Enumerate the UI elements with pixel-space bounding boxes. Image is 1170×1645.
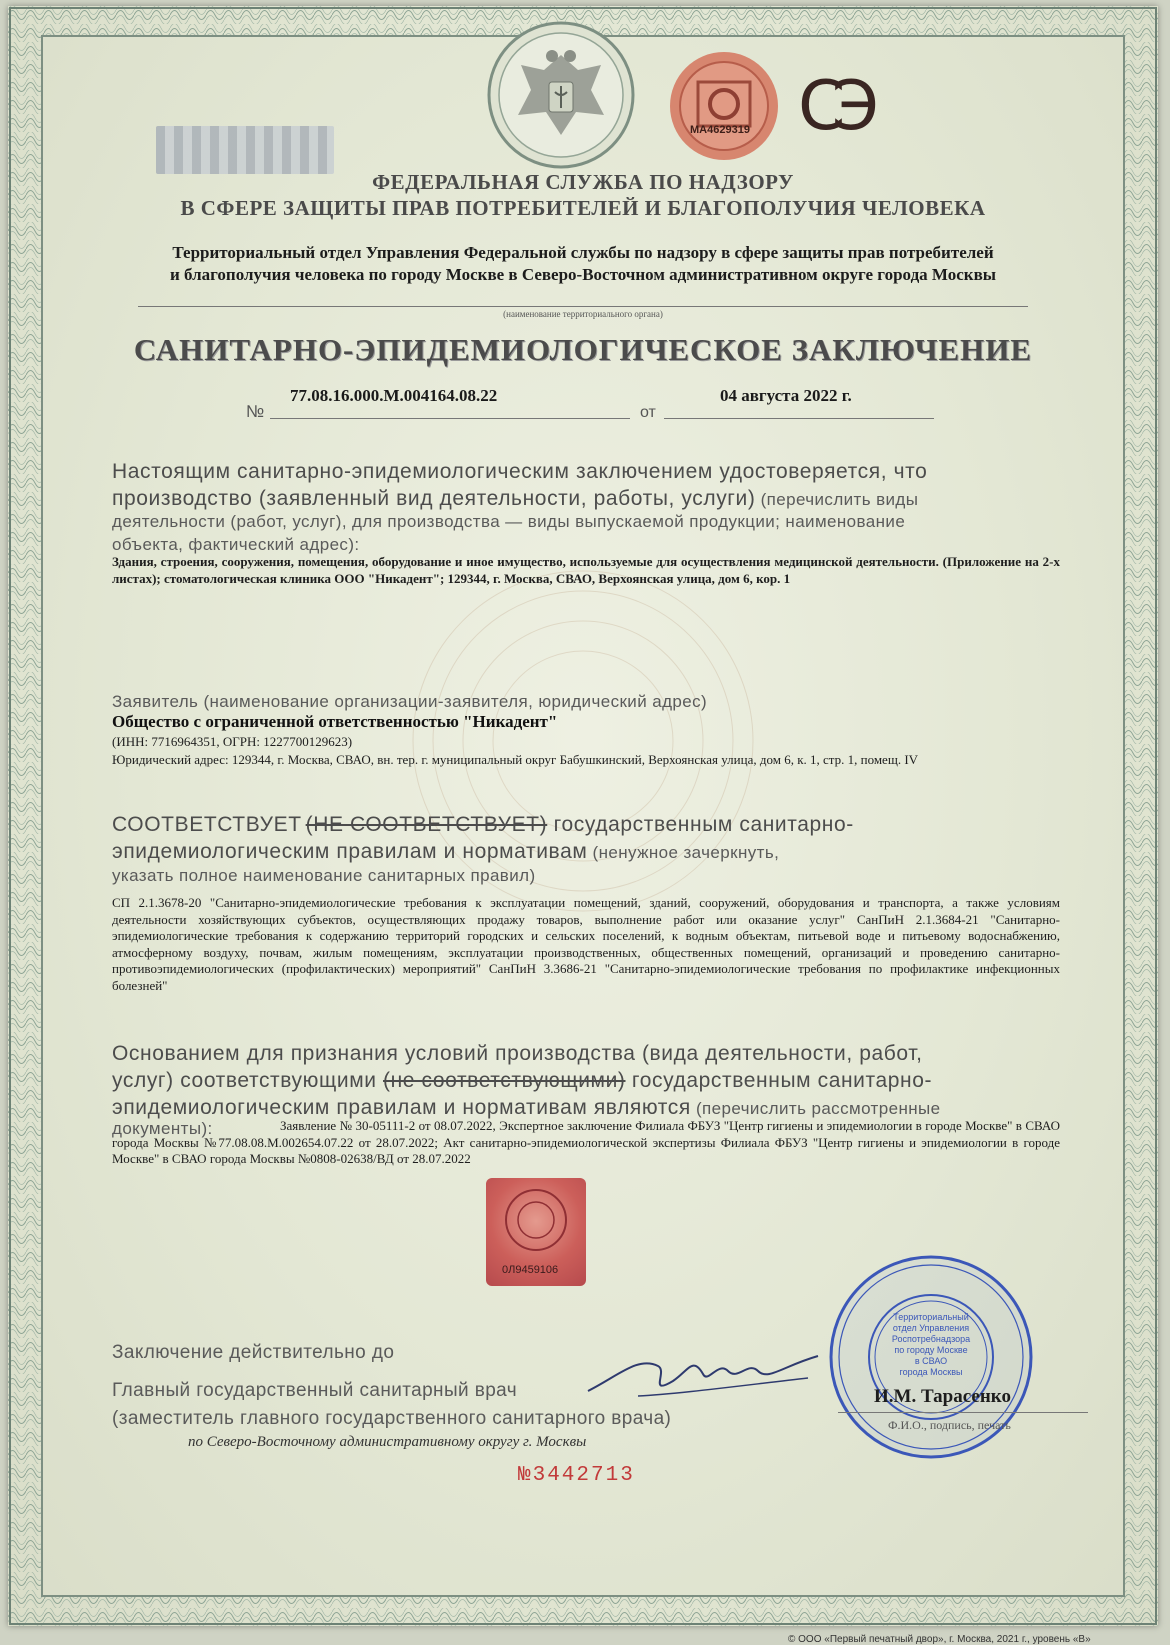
signer-role-line1: Главный государственный санитарный врач — [112, 1380, 518, 1401]
activity-intro-line4: объекта, фактический адрес): — [112, 535, 360, 554]
form-serial-number: №3442713 — [518, 1464, 635, 1487]
conformity-line3: указать полное наименование санитарных правил) — [112, 866, 536, 885]
document-title: САНИТАРНО-ЭПИДЕМИОЛОГИЧЕСКОЕ ЗАКЛЮЧЕНИЕ — [133, 332, 1033, 367]
conformity-line1 — [112, 811, 1102, 838]
stamp-center-line6: города Москвы — [899, 1367, 963, 1377]
agency-name-line2: В СФЕРЕ ЗАЩИТЫ ПРАВ ПОТРЕБИТЕЛЕЙ И БЛАГОПОЛУЧИЯ ЧЕЛОВЕКА — [180, 196, 986, 220]
activity-description: Здания, строения, сооружения, помещения, оборудование и иное имущество, используемые для осуществления медицинской деятельности. (Приложение на 2-х листах); стоматологическая клиника ООО "Никадент"; 129344, г. Москва, СВАО, Верхоянская улица, дом 6, кор. 1 — [112, 554, 1060, 586]
hologram-sticker-bottom — [486, 1178, 586, 1286]
territorial-body-line1: Территориальный отдел Управления Федеральной службы по надзору в сфере защиты прав потребителей — [172, 243, 994, 262]
stamp-center-line5: в СВАО — [914, 1356, 948, 1366]
applicant-address: Юридический адрес: 129344, г. Москва, СВАО, вн. тер. г. муниципальный округ Бабушкинский, Верхоянская улица, дом 6, к. 1, стр. 1, помещ. IV — [112, 752, 919, 767]
double-eagle-emblem-icon — [486, 20, 636, 170]
certificate-number: 77.08.16.000.М.004164.08.22 — [290, 386, 498, 405]
hologram-number-bottom: 0Л9459106 — [502, 1264, 559, 1276]
certificate-sheet — [8, 6, 1158, 1645]
activity-intro-line3: деятельности (работ, услуг), для производства — виды выпускаемой продукции; наименование — [112, 512, 906, 531]
conformity-line2 — [112, 838, 1102, 865]
signer-caption: Ф.И.О., подпись, печать — [888, 1418, 1011, 1432]
territorial-underline — [138, 306, 1028, 307]
conformity-line2-main: эпидемиологическим правилам и нормативам — [112, 840, 588, 863]
conformity-status: СООТВЕТСТВУЕТ — [112, 813, 302, 836]
number-underline — [270, 418, 630, 419]
sanitary-rules-text: СП 2.1.3678-20 "Санитарно-эпидемиологические требования к эксплуатации помещений, зданий, сооружений, оборудования и транспорта, а также условиям деятельности хозяйствующих субъектов, осуществляющих продажу товаров, выполнение работ или оказание услуг" СанПиН 2.1.3684-21 "Санитарно-эпидемиологические требования к содержанию территорий городских и сельских поселений, к водным объектам, питьевой воде и питьевому водоснабжению, атмосферному воздуху, почвам, жилым помещениям, эксплуатации производственных, общественных помещений, организаций и проведению санитарно-противоэпидемиологических (профилактических) мероприятий" СанПиН 3.3686-21 "Санитарно-эпидемиологические требования по профилактике инфекционных болезней" — [112, 895, 1060, 993]
applicant-ids: (ИНН: 7716964351, ОГРН: 1227700129623) — [112, 734, 353, 749]
applicant-label: Заявитель (наименование организации-заявителя, юридический адрес) — [112, 692, 708, 711]
number-label: № — [246, 402, 265, 421]
hologram-sticker-top — [668, 50, 780, 162]
issue-date: 04 августа 2022 г. — [720, 386, 852, 405]
stamp-center-text — [876, 1312, 986, 1378]
basis-struck-option: (не соответствующими) — [383, 1069, 626, 1092]
valid-until-label: Заключение действительно до — [112, 1342, 395, 1363]
basis-line2-a: услуг) соответствующими — [112, 1069, 384, 1092]
stamp-center-line3: Роспотребнадзора — [891, 1334, 971, 1344]
basis-documents: Заявление № 30-05111-2 от 08.07.2022, Экспертное заключение Филиала ФБУЗ "Центр гигиены и эпидемиологии в городе Москве" в СВАО города Москвы №77.08.08.М.002654.07.22 от 28.07.2022; Акт санитарно-эпидемиологической экспертизы Филиала ФБУЗ "Центр гигиены и эпидемиологии в городе Москве" в СВАО города Москвы №0808-02638/ВД от 28.07.2022 — [112, 1118, 1060, 1166]
stamp-center-line1: Территориальный — [893, 1312, 969, 1322]
stamp-center-line4: по городу Москве — [894, 1345, 968, 1355]
hologram-emblem-icon — [500, 1184, 572, 1256]
printer-footer: © ООО «Первый печатный двор», г. Москва, 2021 г., уровень «В» — [788, 1634, 1091, 1645]
territorial-caption: (наименование территориального органа) — [503, 309, 663, 319]
conformity-mark: СЭ — [798, 67, 865, 146]
date-label: от — [640, 404, 656, 421]
applicant-name: Общество с ограниченной ответственностью "Никадент" — [112, 712, 558, 731]
basis-line2-b: государственным санитарно- — [625, 1069, 933, 1092]
basis-line3 — [112, 1094, 1102, 1121]
signer-name: И.М. Тарасенко — [874, 1386, 1011, 1407]
activity-intro-line2-hint: (перечислить виды — [755, 490, 919, 509]
basis-line1: Основанием для признания условий производства (вида деятельности, работ, — [112, 1042, 923, 1065]
conformity-line2-hint: (ненужное зачеркнуть, — [587, 843, 780, 862]
basis-line2 — [112, 1067, 1102, 1094]
conformity-struck-option: (НЕ СООТВЕТСТВУЕТ) — [305, 813, 548, 836]
agency-name-line1: ФЕДЕРАЛЬНАЯ СЛУЖБА ПО НАДЗОРУ — [372, 170, 794, 194]
territorial-body-line2: и благополучия человека по городу Москве в Северо-Восточном административном округе города Москвы — [169, 265, 997, 284]
conformity-line1-rest: государственным санитарно- — [547, 813, 854, 836]
signer-underline — [838, 1412, 1088, 1413]
hologram-strip — [156, 126, 334, 174]
basis-line4: документы): — [112, 1119, 213, 1138]
signer-district: по Северо-Восточному административному округу г. Москвы — [188, 1434, 587, 1450]
activity-intro-line1: Настоящим санитарно-эпидемиологическим заключением удостоверяется, что — [112, 460, 928, 483]
hologram-number-top: МА4629319 — [690, 124, 750, 136]
emblem-medallion — [486, 20, 636, 170]
signer-role-line2: (заместитель главного государственного санитарного врача) — [112, 1408, 672, 1429]
stamp-center-line2: отдел Управления — [892, 1323, 970, 1333]
handwritten-signature — [578, 1336, 828, 1406]
basis-line3-main: эпидемиологическим правилам и нормативам являются — [112, 1096, 691, 1119]
activity-intro-line2-main: производство (заявленный вид деятельности, работы, услуги) — [112, 487, 756, 510]
hologram-seal-icon — [668, 50, 780, 162]
activity-intro-line2 — [112, 485, 1092, 512]
date-underline — [664, 418, 934, 419]
basis-line3-hint: (перечислить рассмотренные — [690, 1099, 941, 1118]
